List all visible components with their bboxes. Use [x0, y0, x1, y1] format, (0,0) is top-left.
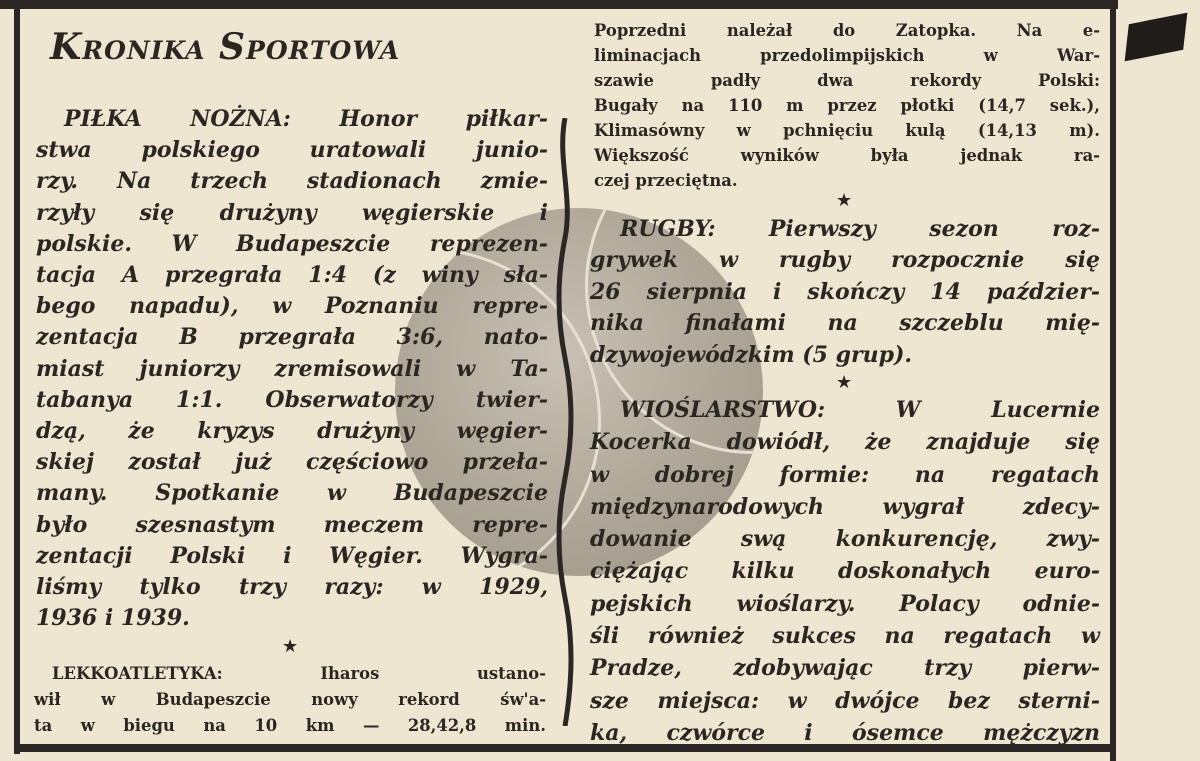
article-line: śli również sukces na regatach w: [590, 623, 1100, 650]
article-line: RUGBY: Pierwszy sezon roz-: [620, 216, 1100, 242]
article-line: ciężając kilku doskonałych euro-: [590, 558, 1100, 585]
article-line: skiej został już częściowo przeła-: [36, 449, 548, 476]
separator-star: ★: [282, 636, 299, 657]
article-line: polskie. W Budapeszcie reprezen-: [36, 230, 548, 257]
article-line: PIŁKA NOŻNA: Honor piłkar-: [64, 106, 548, 132]
article-line: dzą, że kryzys drużyny węgier-: [36, 418, 548, 445]
article-line: ka, czwórce i ósemce mężczyzn: [590, 719, 1100, 746]
article-line: Większość wyników była jednak ra-: [594, 146, 1100, 165]
article-line: 26 sierpnia i skończy 14 paździer-: [590, 278, 1100, 305]
article-line: ta w biegu na 10 km — 28,42,8 min.: [34, 716, 546, 735]
article-line: nika finałami na szczeblu mię-: [590, 310, 1100, 337]
article-wioslarstwo: [590, 394, 1100, 749]
article-line: Kocerka dowiódł, że znajduje się: [590, 429, 1100, 456]
article-line: grywek w rugby rozpocznie się: [590, 247, 1100, 274]
article-line: tabanya 1:1. Obserwatorzy twier-: [36, 386, 548, 413]
article-line: czej przeciętna.: [594, 171, 738, 190]
article-line: rzy. Na trzech stadionach zmie-: [36, 168, 548, 195]
article-line: LEKKOATLETYKA: Iharos ustano-: [52, 664, 546, 683]
article-line: międzynarodowych wygrał zdecy-: [590, 493, 1100, 520]
article-line: tacja A przegrała 1:4 (z winy sła-: [36, 262, 548, 289]
article-line: stwa polskiego uratowali junio-: [36, 137, 548, 164]
article-line: 1936 i 1939.: [36, 605, 190, 632]
article-lekkoatletyka: [34, 661, 546, 739]
frame-border-right: [1110, 0, 1116, 761]
article-line: Poprzedni należał do Zatopka. Na e-: [594, 21, 1100, 40]
separator-star: ★: [836, 372, 853, 393]
article-line: rzyły się drużyny węgierskie i: [36, 199, 548, 226]
article-line: Bugały na 110 m przez płotki (14,7 sek.),: [594, 96, 1100, 115]
separator-star: ★: [836, 190, 853, 211]
corner-ink-mark: [1125, 13, 1188, 62]
article-line: zentacji Polski i Węgier. Wygra-: [36, 542, 548, 569]
article-pilka-nozna: [36, 104, 548, 634]
article-line: wił w Budapeszcie nowy rekord św'a-: [34, 690, 546, 709]
article-rugby: [590, 214, 1100, 371]
article-line: dzywojewódzkim (5 grup).: [590, 341, 913, 368]
article-line: szawie padły dwa rekordy Polski:: [594, 71, 1100, 90]
article-line: sze miejsca: w dwójce bez sterni-: [590, 687, 1100, 714]
article-line: liminacjach przedolimpijskich w War-: [594, 46, 1100, 65]
article-line: było szesnastym meczem repre-: [36, 511, 548, 538]
article-line: dowanie swą konkurencję, zwy-: [590, 526, 1100, 553]
frame-border-left: [14, 9, 20, 754]
section-title: Kronika Sportowa: [50, 26, 401, 68]
frame-border-top: [0, 0, 1118, 9]
article-line: Klimasówny w pchnięciu kulą (14,13 m).: [594, 121, 1100, 140]
article-line: bego napadu), w Poznaniu repre-: [36, 293, 548, 320]
article-line: zentacja B przegrała 3:6, nato-: [36, 324, 548, 351]
article-line: WIOŚLARSTWO: W Lucernie: [620, 397, 1100, 423]
article-line: liśmy tylko trzy razy: w 1929,: [36, 574, 548, 601]
article-line: miast juniorzy zremisowali w Ta-: [36, 355, 548, 382]
article-lekkoatletyka-continued: [594, 18, 1100, 193]
column-divider: [553, 118, 577, 726]
article-line: pejskich wioślarzy. Polacy odnie-: [590, 590, 1100, 617]
article-line: w dobrej formie: na regatach: [590, 461, 1100, 488]
article-line: many. Spotkanie w Budapeszcie: [36, 480, 548, 507]
article-line: Pradze, zdobywając trzy pierw-: [590, 655, 1100, 682]
